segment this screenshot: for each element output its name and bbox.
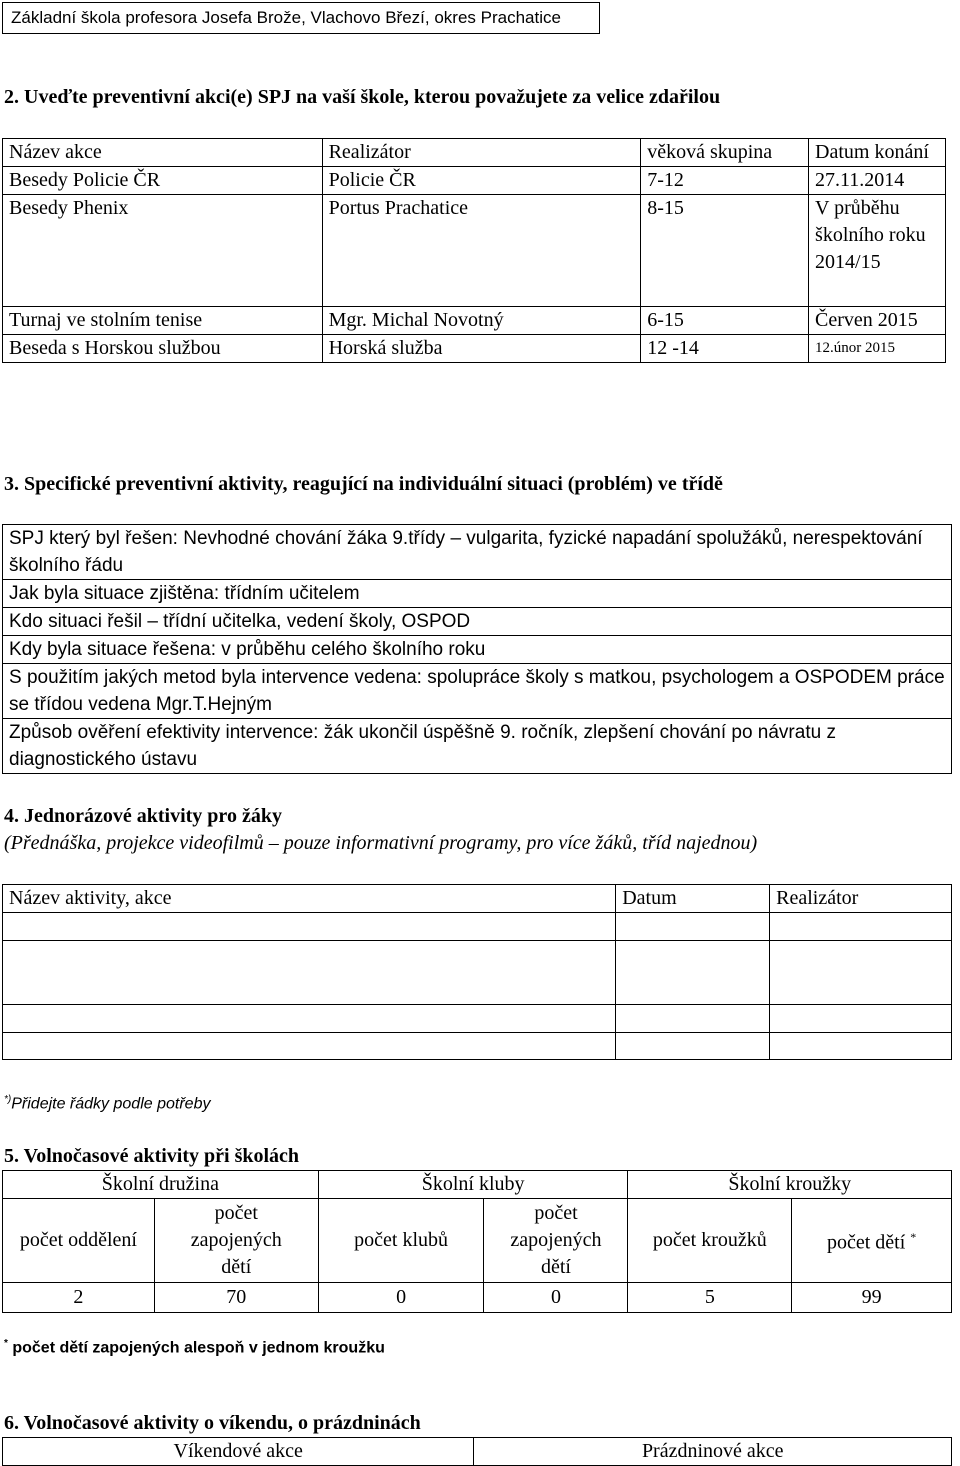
- col-header: Realizátor: [322, 139, 641, 167]
- col-header: Realizátor: [770, 885, 952, 913]
- group-header: Školní kluby: [318, 1171, 628, 1199]
- col-header: počet zapojených dětí: [154, 1199, 318, 1283]
- col-header: Název aktivity, akce: [3, 885, 616, 913]
- table-cell: 6-15: [641, 307, 809, 335]
- col-header: počet oddělení: [3, 1199, 155, 1283]
- table-subheader-row: [3, 1199, 952, 1283]
- section3-line: S použitím jakých metod byla intervence vedena: spolupráce školy s matkou, psychologem a OSPODEM práce se třídou vedena Mgr.T.Hejným: [2, 664, 952, 719]
- col-header: Název akce: [3, 139, 323, 167]
- table-cell: 5: [628, 1283, 792, 1313]
- section5-table: [2, 1170, 952, 1313]
- table-cell: 2: [3, 1283, 155, 1313]
- col-header: věková skupina: [641, 139, 809, 167]
- table-cell: 12.únor 2015: [809, 335, 946, 363]
- table-row: [3, 167, 946, 195]
- group-header: Školní družina: [3, 1171, 319, 1199]
- section4-subtitle: (Přednáška, projekce videofilmů – pouze informativní programy, pro více žáků, tříd najednou): [4, 832, 758, 854]
- section3-line: Kdo situaci řešil – třídní učitelka, vedení školy, OSPOD: [2, 608, 952, 636]
- col-header: Datum: [616, 885, 770, 913]
- table-cell: V průběhu školního roku 2014/15: [809, 195, 946, 307]
- section4-footnote: *)Přidejte řádky podle potřeby: [4, 1094, 211, 1113]
- table-cell: Horská služba: [322, 335, 641, 363]
- table-row: [3, 941, 952, 1005]
- table-cell: Besedy Phenix: [3, 195, 323, 307]
- section4-table: [2, 884, 952, 1060]
- section5-title: 5. Volnočasové aktivity při školách: [4, 1145, 300, 1167]
- col-header: počet kroužků: [628, 1199, 792, 1283]
- table-row: [3, 913, 952, 941]
- table-header-row: [3, 1438, 952, 1466]
- table-cell: Besedy Policie ČR: [3, 167, 323, 195]
- table-header-row: [3, 885, 952, 913]
- table-cell: Policie ČR: [322, 167, 641, 195]
- col-header: Datum konání: [809, 139, 946, 167]
- section3-line: Způsob ověření efektivity intervence: žák ukončil úspěšně 9. ročník, zlepšení chování po návratu z diagnostického ústavu: [2, 719, 952, 774]
- table-row: [3, 307, 946, 335]
- table-cell: Portus Prachatice: [322, 195, 641, 307]
- section4-title: 4. Jednorázové aktivity pro žáky: [4, 805, 282, 827]
- table-cell: Turnaj ve stolním tenise: [3, 307, 323, 335]
- section5-note: * počet dětí zapojených alespoň v jednom kroužku: [4, 1338, 385, 1357]
- table-row: [3, 1005, 952, 1033]
- table-row: [3, 1283, 952, 1313]
- table-cell: Červen 2015: [809, 307, 946, 335]
- section6-title: 6. Volnočasové aktivity o víkendu, o prázdninách: [4, 1412, 421, 1434]
- section3-title: 3. Specifické preventivní aktivity, reagující na individuální situaci (problém) ve třídě: [4, 473, 723, 495]
- table-cell: 12 -14: [641, 335, 809, 363]
- table-cell: 70: [154, 1283, 318, 1313]
- section3-box: [2, 524, 952, 774]
- table-cell: Mgr. Michal Novotný: [322, 307, 641, 335]
- table-cell: Beseda s Horskou službou: [3, 335, 323, 363]
- col-header: Víkendové akce: [3, 1438, 474, 1466]
- school-header: Základní škola profesora Josefa Brože, Vlachovo Březí, okres Prachatice: [2, 2, 600, 34]
- col-header: počet klubů: [318, 1199, 484, 1283]
- section3-line: Jak byla situace zjištěna: třídním učitelem: [2, 580, 952, 608]
- section6-table: [2, 1437, 952, 1466]
- table-group-row: [3, 1171, 952, 1199]
- table-cell: 27.11.2014: [809, 167, 946, 195]
- group-header: Školní kroužky: [628, 1171, 952, 1199]
- col-header: počet dětí *: [792, 1199, 952, 1283]
- table-row: [3, 195, 946, 307]
- table-cell: 99: [792, 1283, 952, 1313]
- table-cell: 7-12: [641, 167, 809, 195]
- section3-line: SPJ který byl řešen: Nevhodné chování žáka 9.třídy – vulgarita, fyzické napadání spolužáků, nerespektování školního řádu: [2, 524, 952, 580]
- table-row: [3, 1033, 952, 1060]
- section3-line: Kdy byla situace řešena: v průběhu celého školního roku: [2, 636, 952, 664]
- table-header-row: [3, 139, 946, 167]
- table-cell: 8-15: [641, 195, 809, 307]
- table-row: [3, 335, 946, 363]
- section2-table: [2, 138, 946, 363]
- col-header: Prázdninové akce: [474, 1438, 952, 1466]
- table-cell: 0: [484, 1283, 628, 1313]
- section2-title: 2. Uveďte preventivní akci(e) SPJ na vaší škole, kterou považujete za velice zdařilou: [4, 86, 721, 108]
- table-cell: 0: [318, 1283, 484, 1313]
- col-header: počet zapojených dětí: [484, 1199, 628, 1283]
